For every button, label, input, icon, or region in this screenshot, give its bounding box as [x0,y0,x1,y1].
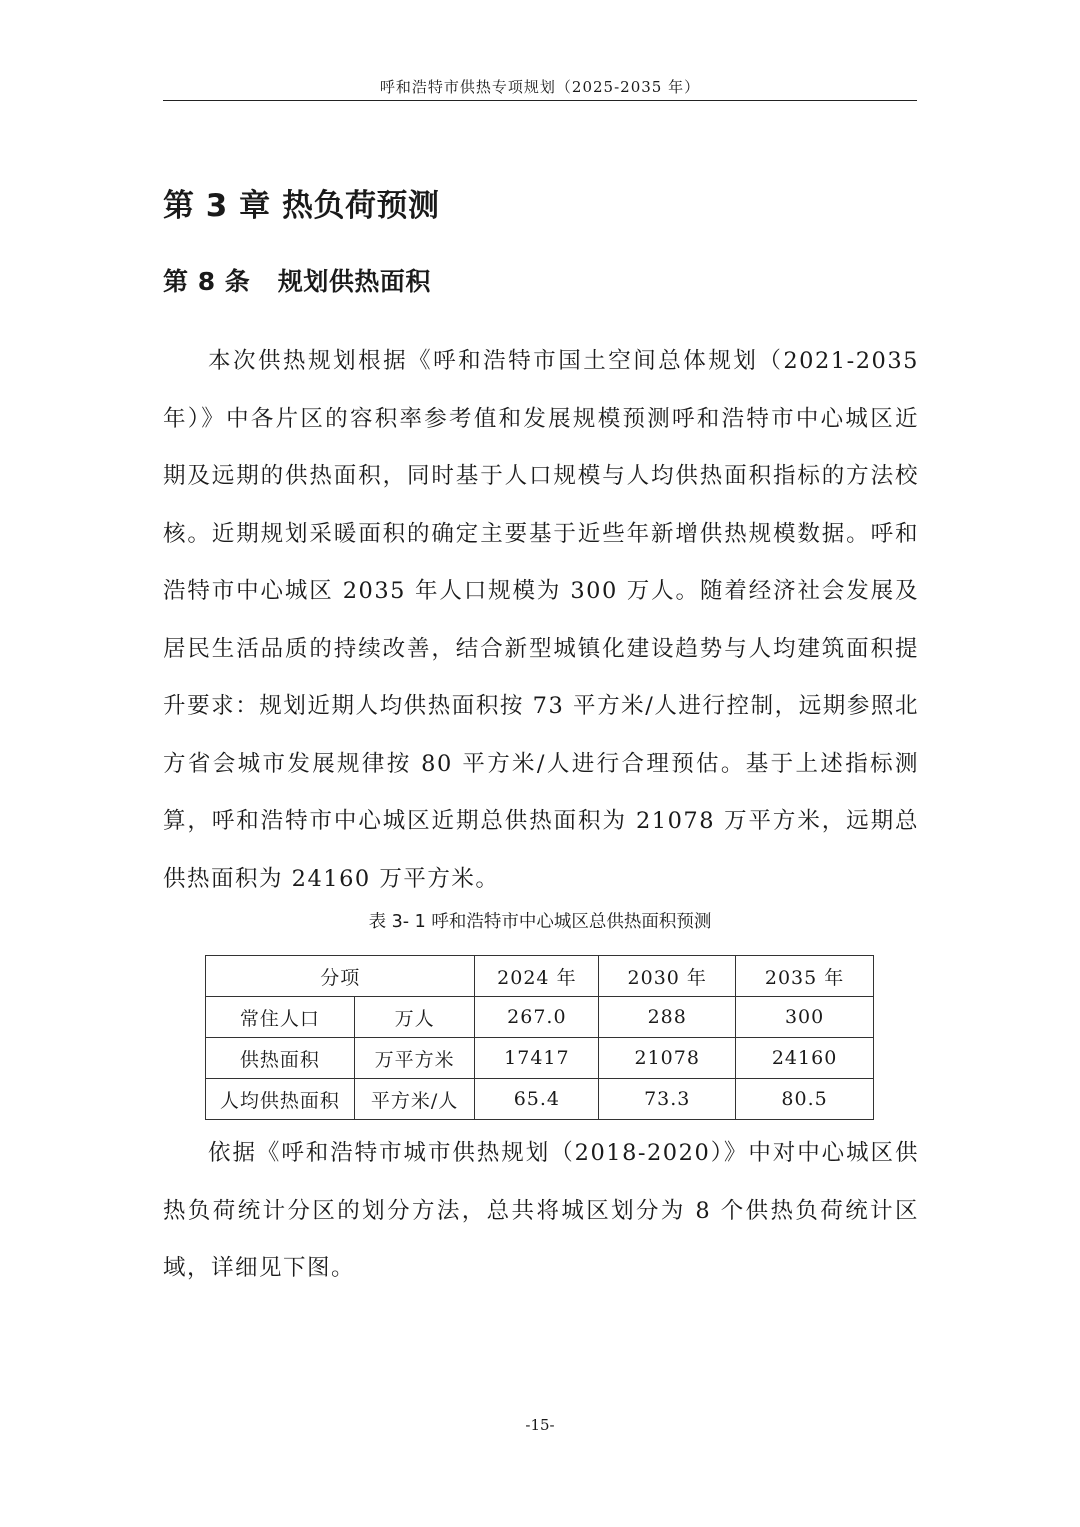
table-cell: 供热面积 [206,1038,355,1079]
table-cell: 21078 [599,1038,736,1079]
page-number: -15- [525,1416,555,1434]
table-cell: 267.0 [475,997,599,1038]
running-header: 呼和浩特市供热专项规划（2025-2035 年） [379,78,701,96]
chapter-title: 第 3 章 热负荷预测 [163,188,440,224]
heating-area-table [205,955,874,1120]
table-header-cell: 2035 年 [736,956,874,997]
table-row [206,997,874,1038]
table-caption: 表 3- 1 呼和浩特市中心城区总供热面积预测 [368,912,712,932]
table-header-cell: 分项 [206,956,475,997]
table-cell: 万人 [354,997,475,1038]
section-title: 第 8 条 规划供热面积 [163,267,431,296]
table-header-cell: 2030 年 [599,956,736,997]
table-cell: 288 [599,997,736,1038]
table-cell: 24160 [736,1038,874,1079]
table-header-row [206,956,874,997]
table-cell: 80.5 [736,1079,874,1120]
table-cell: 人均供热面积 [206,1079,355,1120]
paragraph-load-districts: 依据《呼和浩特市城市供热规划（2018-2020）》中对中心城区供热负荷统计分区的划分方法，总共将城区划分为 8 个供热负荷统计区域，详细见下图。 [163,1140,919,1281]
table-cell: 300 [736,997,874,1038]
table-header-cell: 2024 年 [475,956,599,997]
header-rule [163,100,917,101]
table-cell: 常住人口 [206,997,355,1038]
paragraph-heating-area: 本次供热规划根据《呼和浩特市国土空间总体规划（2021-2035 年）》中各片区的容积率参考值和发展规模预测呼和浩特市中心城区近期及远期的供热面积，同时基于人口规模与人均供热面积指标的方法校核。近期规划采暖面积的确定主要基于近些年新增供热规模数据。呼和浩特市中心城区 2035 年人口规模为 300 万人。随着经济社会发展及居民生活品质的持续改善，结合新型城镇化建设趋势与人均建筑面积提升要求：规划近期人均供热面积按 73 平方米/人进行控制，远期参照北方省会城市发展规律按 80 平方米/人进行合理预估。基于上述指标测算，呼和浩特市中心城区近期总供热面积为 21078 万平方米，远期总供热面积为 24160 万平方米。 [163,348,919,892]
table-cell: 65.4 [475,1079,599,1120]
table-cell: 17417 [475,1038,599,1079]
table-cell: 平方米/人 [354,1079,475,1120]
table-row [206,1038,874,1079]
table-cell: 73.3 [599,1079,736,1120]
table-row [206,1079,874,1120]
table-cell: 万平方米 [354,1038,475,1079]
